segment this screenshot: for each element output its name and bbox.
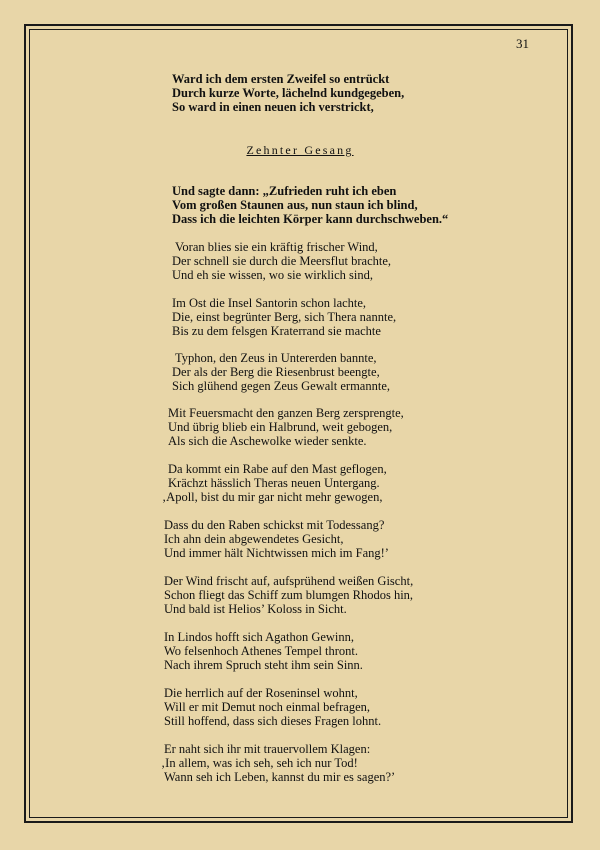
verse-line: Sich glühend gegen Zeus Gewalt ermannte,	[172, 379, 390, 393]
verse-line: Und bald ist Helios’ Koloss in Sicht.	[164, 602, 347, 616]
verse-line: ‚In allem, was ich seh, seh ich nur Tod!	[161, 756, 358, 770]
stanza	[164, 686, 381, 728]
stanza	[161, 742, 396, 784]
stanza	[172, 296, 396, 338]
stanza	[168, 406, 404, 448]
verse-line: Der schnell sie durch die Meersflut brachte,	[172, 254, 392, 268]
verse-line: Er naht sich ihr mit trauervollem Klagen:	[164, 742, 371, 756]
intro-stanza	[172, 72, 404, 114]
verse-line: So ward in einen neuen ich verstrickt,	[172, 100, 374, 114]
verse-line: Mit Feuersmacht den ganzen Berg zersprengte,	[168, 406, 404, 420]
verse-line: Ich ahn dein abgewendetes Gesicht,	[164, 532, 344, 546]
verse-line: Dass ich die leichten Körper kann durchschweben.“	[172, 212, 449, 226]
verse-line: Durch kurze Worte, lächelnd kundgegeben,	[172, 86, 405, 100]
verse-line: Als sich die Aschewolke wieder senkte.	[168, 434, 367, 448]
stanza	[172, 240, 391, 282]
verse-line: Schon fliegt das Schiff zum blumgen Rhodos hin,	[164, 588, 414, 602]
verse-line: In Lindos hofft sich Agathon Gewinn,	[164, 630, 355, 644]
verse-line: Krächzt hässlich Theras neuen Untergang.	[168, 476, 380, 490]
verse-line: Wann seh ich Leben, kannst du mir es sagen?’	[164, 770, 396, 784]
verse-line: Bis zu dem felsgen Kraterrand sie machte	[172, 324, 381, 338]
verse-line: Im Ost die Insel Santorin schon lachte,	[172, 296, 367, 310]
verse-line: Und immer hält Nichtwissen mich im Fang!’	[164, 546, 389, 560]
verse-line: Die herrlich auf der Roseninsel wohnt,	[164, 686, 358, 700]
verse-line: Nach ihrem Spruch steht ihm sein Sinn.	[164, 658, 363, 672]
verse-line: Typhon, den Zeus in Untererden bannte,	[175, 351, 377, 365]
stanza	[164, 574, 413, 616]
verse-line: Will er mit Demut noch einmal befragen,	[164, 700, 371, 714]
verse-line: Vom großen Staunen aus, nun staun ich blind,	[172, 198, 418, 212]
verse-line: Der als der Berg die Riesenbrust beengte,	[172, 365, 380, 379]
verse-line: Wo felsenhoch Athenes Tempel thront.	[164, 644, 359, 658]
verse-line: Und sagte dann: „Zufrieden ruht ich eben	[172, 184, 397, 198]
verse-line: Ward ich dem ersten Zweifel so entrückt	[172, 72, 390, 86]
canto-heading: Zehnter Gesang	[246, 143, 354, 157]
verse-line: Dass du den Raben schickst mit Todessang?	[164, 518, 385, 532]
stanza	[162, 462, 387, 504]
stanza	[164, 518, 389, 560]
verse-line: Still hoffend, dass sich dieses Fragen lohnt.	[164, 714, 382, 728]
verse-line: Und übrig blieb ein Halbrund, weit gebogen,	[168, 420, 393, 434]
page-number: 31	[516, 36, 529, 51]
stanza	[172, 351, 390, 393]
stanza	[164, 630, 363, 672]
verse-line: Die, einst begrünter Berg, sich Thera nannte,	[172, 310, 397, 324]
verse-line: Und eh sie wissen, wo sie wirklich sind,	[172, 268, 374, 282]
verse-line: Voran blies sie ein kräftig frischer Wind,	[175, 240, 378, 254]
verse-line: ‚Apoll, bist du mir gar nicht mehr gewogen,	[162, 490, 383, 504]
verse-line: Der Wind frischt auf, aufsprühend weißen Gischt,	[164, 574, 414, 588]
verse-line: Da kommt ein Rabe auf den Mast geflogen,	[168, 462, 387, 476]
opening-stanza	[172, 184, 448, 226]
